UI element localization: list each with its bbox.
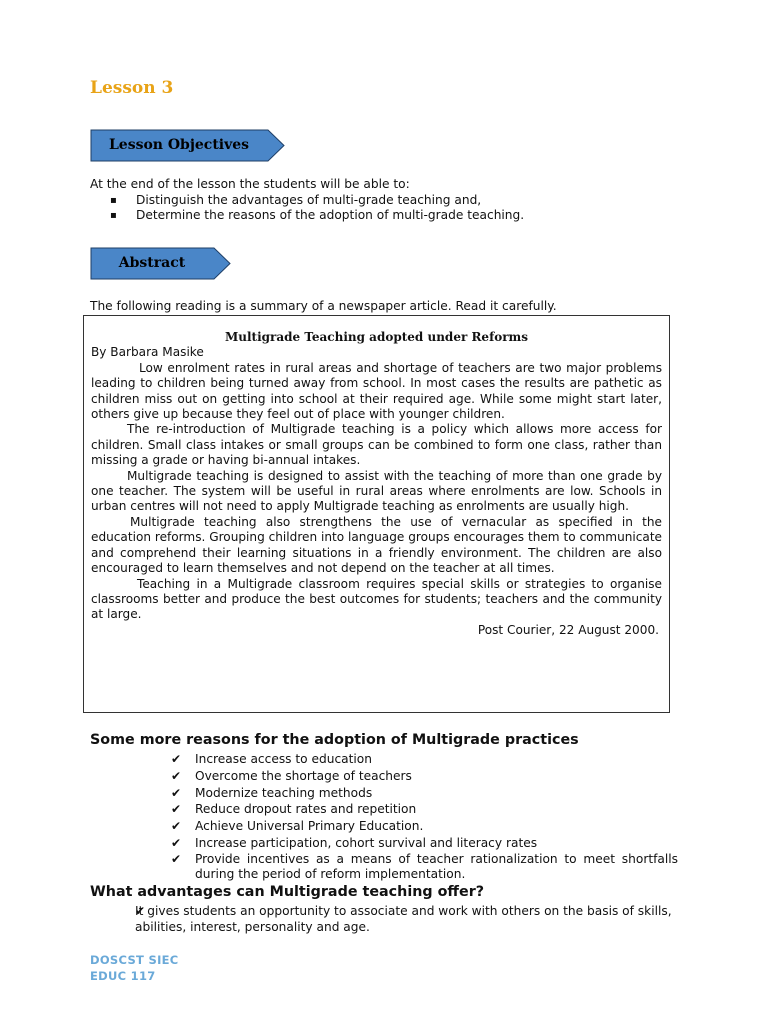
article-paragraph: Multigrade teaching is designed to assist with the teaching of more than one grade by one teacher. The system will be useful in rural areas where enrolments are low. Schools in urban centres will not need to apply Multigrade teaching as enrolments are usually high. xyxy=(91,468,662,514)
reason-item: ✔ Reduce dropout rates and repetition xyxy=(171,801,678,818)
abstract-intro: The following reading is a summary of a newspaper article. Read it carefully. xyxy=(90,299,557,313)
reason-item: ✔ Increase participation, cohort survival and literacy rates xyxy=(171,835,678,852)
objective-item: ▪ Determine the reasons of the adoption of multi-grade teaching. xyxy=(90,208,690,224)
lesson-title: Lesson 3 xyxy=(90,78,174,98)
reason-item: ✔ Achieve Universal Primary Education. xyxy=(171,818,678,835)
advantages-heading: What advantages can Multigrade teaching offer? xyxy=(90,884,485,900)
article-paragraph: Low enrolment rates in rural areas and shortage of teachers are two major problems leading to children being turned away from school. In most cases the results are pathetic as children miss out on getting into school at their required age. While some might start later, others give up because they feel out of place with younger children. xyxy=(91,360,662,422)
article-box xyxy=(83,315,670,713)
article-paragraph: Multigrade teaching also strengthens the use of vernacular as specified in the education reforms. Grouping children into language groups encourages them to communicate and comprehend their learning situations in a friendly environment. The children are also encouraged to learn themselves and not depend on the teacher at all times. xyxy=(91,514,662,576)
article-title: Multigrade Teaching adopted under Reforms xyxy=(224,330,529,344)
abstract-banner xyxy=(90,247,232,281)
lesson-objectives-banner xyxy=(90,129,286,163)
reasons-heading: Some more reasons for the adoption of Multigrade practices xyxy=(90,732,579,748)
article-source: Post Courier, 22 August 2000. xyxy=(477,622,659,637)
reason-item: ✔ Modernize teaching methods xyxy=(171,785,678,802)
reason-item: ✔ Overcome the shortage of teachers xyxy=(171,768,678,785)
article-byline: By Barbara Masike xyxy=(91,345,204,360)
reason-item: ✔ Provide incentives as a means of teacher rationalization to meet shortfalls during the period of reform implementation. xyxy=(171,852,678,883)
footer-line: DOSCST SIEC xyxy=(90,953,179,967)
reasons-list xyxy=(171,751,678,883)
advantage-item: ✔ It gives students an opportunity to associate and work with others on the basis of skills, abilities, interest, personality and age. xyxy=(110,904,680,935)
article-paragraph: The re-introduction of Multigrade teaching is a policy which allows more access for children. Small class intakes or small groups can be combined to form one class, rather than missing a grade or having bi-annual intakes. xyxy=(91,422,662,468)
abstract-label: Abstract xyxy=(118,255,186,271)
reason-item: ✔ Increase access to education xyxy=(171,751,678,768)
objective-item: ▪ Distinguish the advantages of multi-grade teaching and, xyxy=(90,193,690,209)
objectives-intro: At the end of the lesson the students will be able to: xyxy=(90,177,410,191)
objectives-section xyxy=(90,177,690,224)
article-paragraph: Teaching in a Multigrade classroom requires special skills or strategies to organise classrooms better and produce the best outcomes for students; teachers and the community at large. xyxy=(91,576,662,622)
advantages-list xyxy=(110,904,680,935)
lesson-objectives-label: Lesson Objectives xyxy=(108,137,250,153)
footer xyxy=(90,952,179,984)
footer-line: EDUC 117 xyxy=(90,969,156,983)
